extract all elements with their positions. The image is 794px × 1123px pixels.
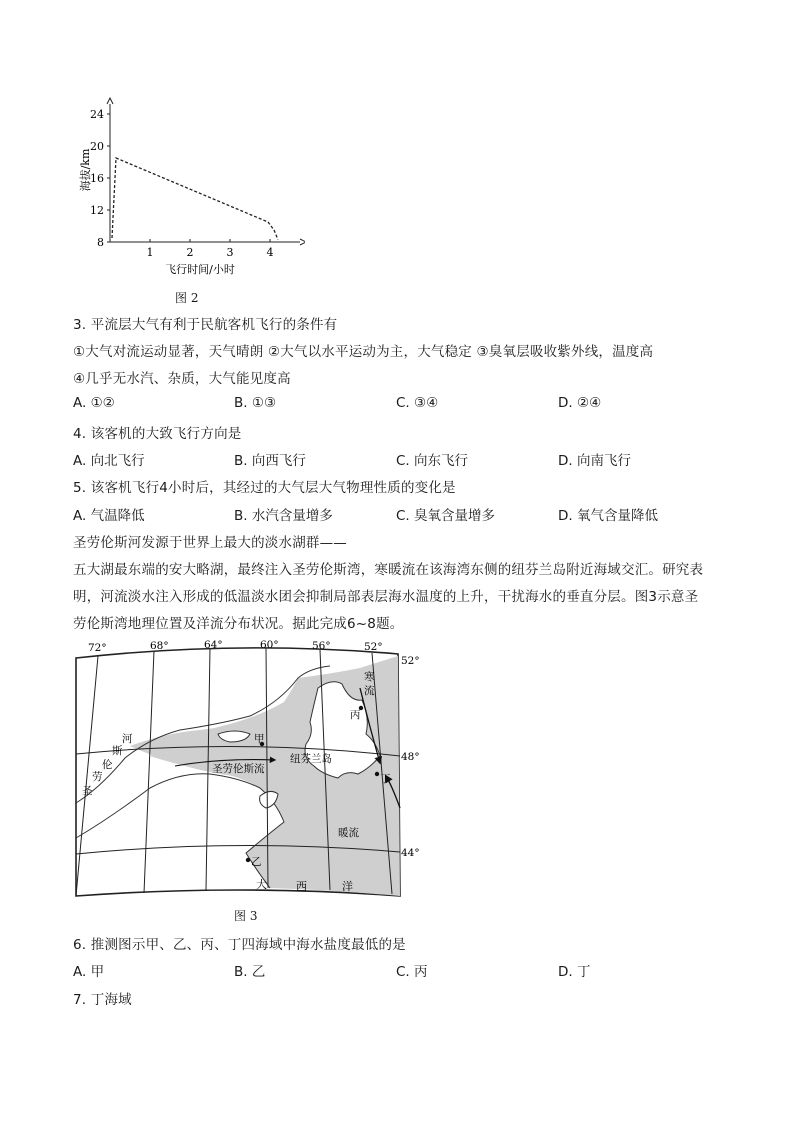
lon-label-56: 56° [312,640,331,652]
q6-option-b: B. 乙 [234,964,266,980]
q3-items-2: ④几乎无水汽、杂质，大气能见度高 [73,371,291,387]
passage-line-2: 五大湖最东端的安大略湖，最终注入圣劳伦斯湾，寒暖流在该海湾东侧的纽芬兰岛附近海域交汇。研究表 [73,562,704,578]
lon-label-52: 52° [364,641,383,653]
lon-label-64: 64° [204,639,223,651]
x-axis-label: 飞行时间/小时 [165,263,235,276]
lon-label-60: 60° [260,639,279,651]
y-axis-label: 海拔/km [79,148,92,192]
warm-current-label: 暖流 [338,827,359,839]
lat-label-44: 44° [401,847,420,859]
figure-2-caption: 图 2 [175,291,199,305]
passage-line-1: 圣劳伦斯河发源于世界上最大的淡水湖群—— [73,535,347,551]
passage-line-4: 劳伦斯湾地理位置及洋流分布状况。据此完成6~8题。 [73,616,404,632]
figure-3-map [70,638,430,903]
label-yi: 乙 [251,856,262,868]
q6-option-d: D. 丁 [558,964,591,980]
passage-line-3: 明，河流淡水注入形成的低温淡水团会抑制局部表层海水温度的上升，干扰海水的垂直分层。图3示意圣 [73,589,699,605]
river-label-char-5: 河 [122,733,133,745]
q5-option-d: D. 氧气含量降低 [558,508,658,524]
x-tick-label: 2 [186,246,194,259]
figure-3-caption: 图 3 [234,909,258,923]
lat-label-48: 48° [401,751,420,763]
q3-option-a: A. ①② [73,395,115,411]
y-tick-label: 12 [90,204,104,217]
cold-current-label-1: 寒 [364,671,375,683]
flight-altitude-line [112,158,278,240]
y-tick-label: 8 [97,236,104,249]
label-bing: 丙 [350,709,361,721]
label-ding: 丁 [380,773,391,785]
ocean-label-3: 洋 [342,880,353,893]
island-label: 纽芬兰岛 [290,753,332,765]
y-axis-arrow [107,98,113,104]
figure-2-chart [75,95,305,290]
label-jia: 甲 [254,733,265,745]
x-tick-label: 3 [226,246,234,259]
river-label-char-3: 伦 [102,759,113,771]
q4-option-b: B. 向西飞行 [234,453,306,469]
lon-label-72: 72° [88,642,107,654]
lat-label-52: 52° [401,655,420,667]
q5-option-b: B. 水汽含量增多 [234,508,333,524]
river-label-char-4: 斯 [112,745,123,757]
point-ding [375,772,379,776]
q4-option-d: D. 向南飞行 [558,453,631,469]
q5-stem: 5. 该客机飞行4小时后，其经过的大气层大气物理性质的变化是 [73,480,456,496]
q7-stem: 7. 丁海域 [73,992,132,1008]
q6-stem: 6. 推测图示甲、乙、丙、丁四海域中海水盐度最低的是 [73,937,406,953]
cold-current-label-2: 流 [364,685,375,697]
q3-stem: 3. 平流层大气有利于民航客机飞行的条件有 [73,317,338,333]
point-yi [246,858,250,862]
q4-stem: 4. 该客机的大致飞行方向是 [73,426,242,442]
ocean-label-2: 西 [296,880,307,893]
q3-option-d: D. ②④ [558,395,602,411]
lon-label-68: 68° [150,640,169,652]
river-label-char-2: 劳 [92,771,103,783]
x-axis-arrow [300,239,305,245]
y-tick-label: 20 [90,140,104,153]
x-tick-label: 1 [146,246,154,259]
x-tick-label: 4 [266,246,274,259]
q3-option-b: B. ①③ [234,395,277,411]
q4-option-c: C. 向东飞行 [396,453,469,469]
ocean-label-1: 大 [256,878,267,891]
q6-option-c: C. 丙 [396,964,428,980]
q4-option-a: A. 向北飞行 [73,453,145,469]
q6-option-a: A. 甲 [73,964,105,980]
st-lawrence-current-label: 圣劳伦斯流 [212,763,265,775]
q5-option-a: A. 气温降低 [73,508,145,524]
q3-option-c: C. ③④ [396,395,439,411]
river-label-char-1: 圣 [82,785,93,797]
q3-items-1: ①大气对流运动显著，天气晴朗 ②大气以水平运动为主，大气稳定 ③臭氧层吸收紫外线，温度高 [73,344,654,360]
q5-option-c: C. 臭氧含量增多 [396,508,496,524]
y-tick-label: 24 [90,108,104,121]
y-tick-label: 16 [90,172,104,185]
